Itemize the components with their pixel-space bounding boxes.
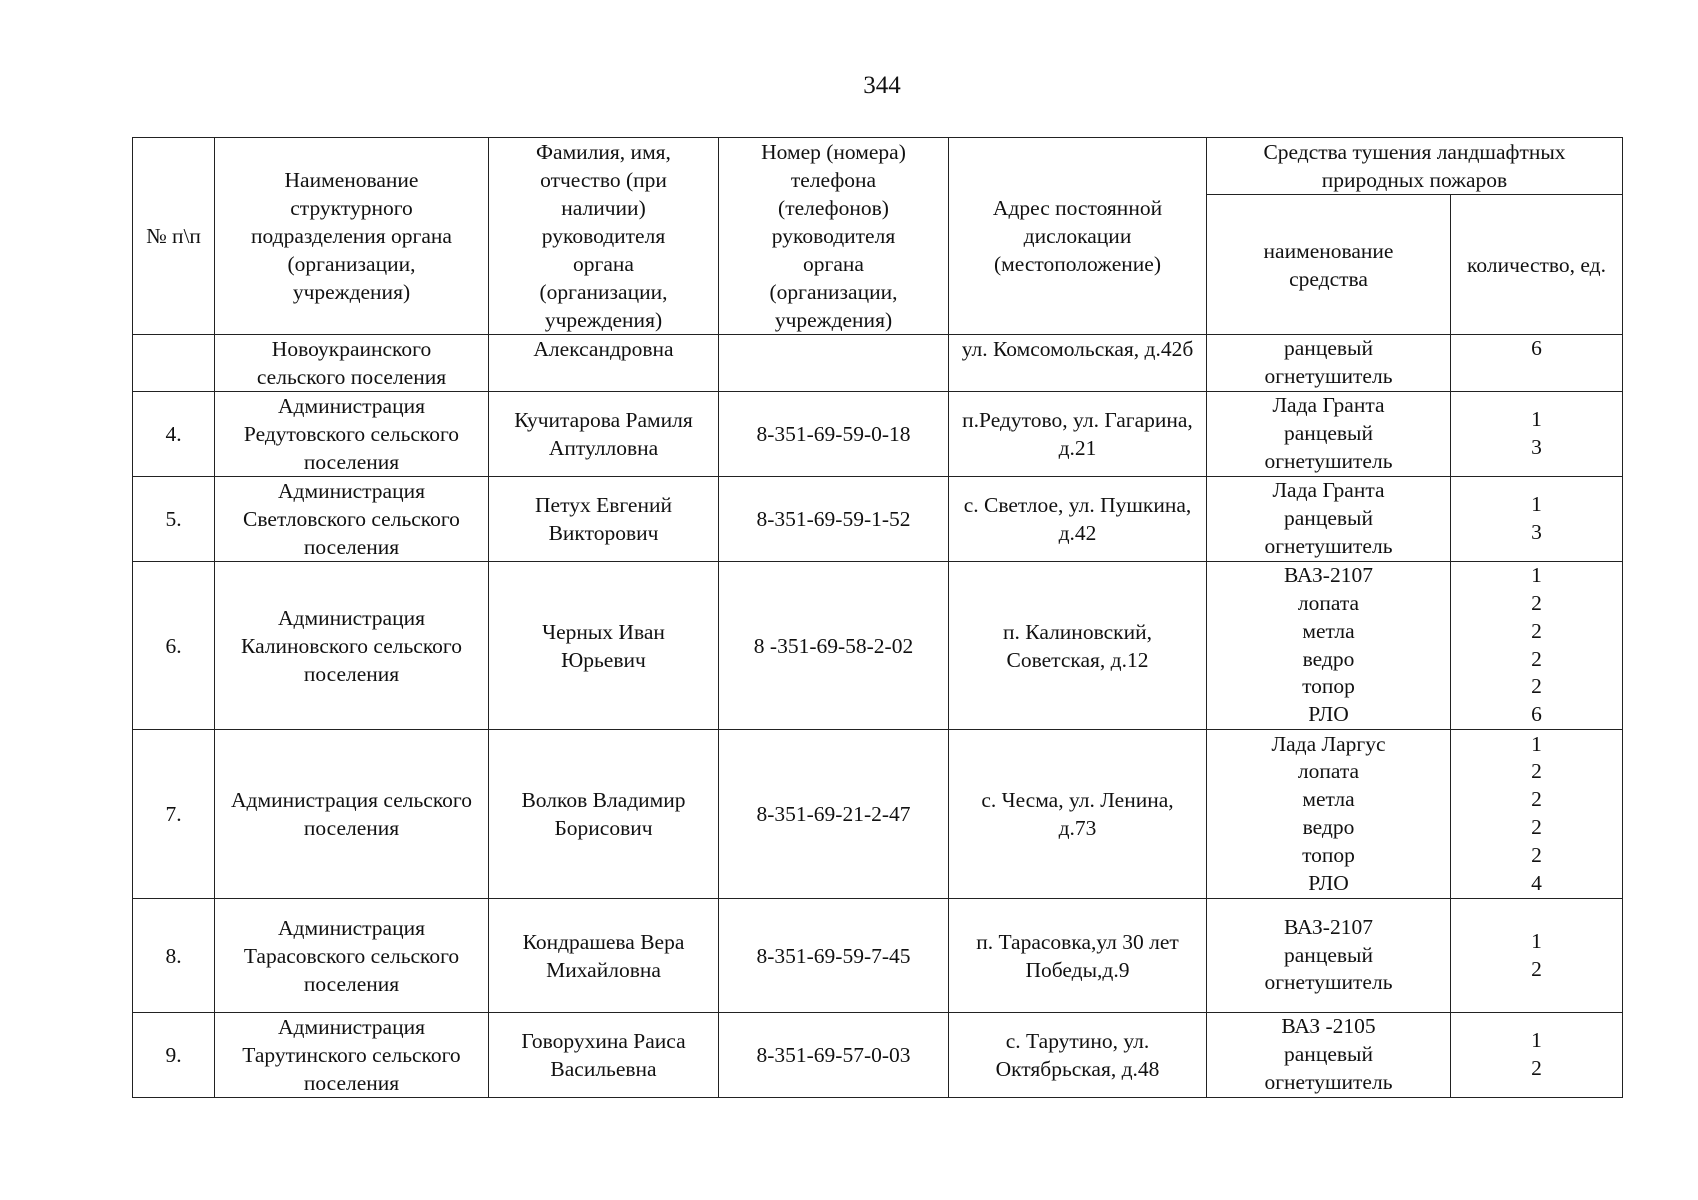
means-item: РЛО — [1308, 702, 1349, 727]
row-name: Администрация Светловского сельского поселения — [215, 477, 489, 562]
row-head: Кондрашева Вера Михайловна — [489, 899, 719, 1013]
row-means — [1207, 730, 1451, 899]
row-name: Администрация сельского поселения — [215, 730, 489, 899]
qty-item: 2 — [1531, 1056, 1542, 1080]
row-means — [1207, 899, 1451, 1013]
row-name: Администрация Калиновского сельского поселения — [215, 562, 489, 730]
row-num: 6. — [133, 562, 215, 730]
row-head: Черных Иван Юрьевич — [489, 562, 719, 730]
row-qty — [1451, 562, 1623, 730]
means-item: топор — [1302, 842, 1355, 867]
header-means-name: наименование средства — [1207, 195, 1451, 335]
table-row — [133, 899, 1623, 1013]
header-num: № п\п — [133, 138, 215, 335]
qty-item: 1 — [1531, 1028, 1542, 1053]
means-item: огнетушитель — [1264, 533, 1393, 558]
means-item: ранцевый — [1284, 421, 1373, 446]
row-phone — [719, 335, 949, 392]
means-item: Лада Ларгус — [1271, 731, 1386, 756]
row-num: 5. — [133, 477, 215, 562]
row-means — [1207, 392, 1451, 477]
means-item: топор — [1302, 674, 1355, 699]
table-row — [133, 562, 1623, 730]
table-body — [133, 335, 1623, 1098]
means-item: Лада Гранта — [1272, 393, 1385, 418]
row-qty — [1451, 392, 1623, 477]
means-item: ведро — [1302, 646, 1355, 671]
qty-item: 6 — [1531, 336, 1542, 360]
row-num: 7. — [133, 730, 215, 899]
header-means-qty: количество, ед. — [1451, 195, 1623, 335]
row-means — [1207, 335, 1451, 392]
row-address: ул. Комсомольская, д.42б — [949, 335, 1207, 392]
header-head: Фамилия, имя, отчество (при наличии) руководителя органа (организации, учреждения) — [489, 138, 719, 335]
means-item: лопата — [1297, 590, 1360, 615]
means-item: огнетушитель — [1264, 448, 1393, 473]
row-head: Говорухина Раиса Васильевна — [489, 1013, 719, 1098]
qty-item: 6 — [1531, 702, 1542, 727]
row-address: п.Редутово, ул. Гагарина, д.21 — [949, 392, 1207, 477]
qty-item: 2 — [1531, 646, 1542, 671]
qty-item: 2 — [1531, 674, 1542, 699]
qty-item: 1 — [1531, 492, 1542, 517]
row-num: 4. — [133, 392, 215, 477]
row-means — [1207, 1013, 1451, 1098]
means-item: лопата — [1297, 759, 1360, 784]
row-address: п. Калиновский, Советская, д.12 — [949, 562, 1207, 730]
table-header — [133, 138, 1623, 335]
means-item: ВАЗ-2107 — [1284, 563, 1373, 588]
row-num — [133, 335, 215, 392]
means-item: Лада Гранта — [1272, 478, 1385, 503]
row-address: с. Чесма, ул. Ленина, д.73 — [949, 730, 1207, 899]
qty-item: 1 — [1531, 731, 1542, 756]
row-head: Кучитарова Рамиля Аптулловна — [489, 392, 719, 477]
row-head: Волков Владимир Борисович — [489, 730, 719, 899]
means-item: ВАЗ-2107 — [1284, 914, 1373, 939]
row-phone: 8-351-69-21-2-47 — [719, 730, 949, 899]
means-item: ранцевый — [1284, 506, 1373, 531]
header-means-group: Средства тушения ландшафтных природных пожаров — [1207, 138, 1623, 195]
row-phone: 8-351-69-59-0-18 — [719, 392, 949, 477]
row-name: Администрация Тарасовского сельского поселения — [215, 899, 489, 1013]
means-item: огнетушитель — [1264, 1069, 1393, 1094]
row-head: Петух Евгений Викторович — [489, 477, 719, 562]
header-address: Адрес постоянной дислокации (местоположение) — [949, 138, 1207, 335]
table-row — [133, 392, 1623, 477]
table-row — [133, 1013, 1623, 1098]
table-row — [133, 335, 1623, 392]
row-address: с. Светлое, ул. Пушкина, д.42 — [949, 477, 1207, 562]
qty-item: 3 — [1531, 520, 1542, 544]
header-name: Наименование структурного подразделения органа (организации, учреждения) — [215, 138, 489, 335]
row-phone: 8 -351-69-58-2-02 — [719, 562, 949, 730]
means-item: ранцевый — [1284, 942, 1373, 967]
row-qty — [1451, 477, 1623, 562]
table-row — [133, 477, 1623, 562]
qty-item: 2 — [1531, 759, 1542, 784]
row-name: Новоукраинского сельского поселения — [215, 335, 489, 392]
means-item: РЛО — [1308, 870, 1349, 895]
qty-item: 2 — [1531, 787, 1542, 812]
table-row — [133, 730, 1623, 899]
means-item: огнетушитель — [1264, 970, 1393, 995]
qty-item: 4 — [1531, 870, 1542, 895]
means-item: ВАЗ -2105 — [1281, 1014, 1376, 1039]
qty-item: 1 — [1531, 928, 1542, 953]
page-number: 344 — [863, 72, 901, 99]
row-qty — [1451, 335, 1623, 392]
row-phone: 8-351-69-57-0-03 — [719, 1013, 949, 1098]
row-phone: 8-351-69-59-7-45 — [719, 899, 949, 1013]
row-name: Администрация Редутовского сельского поселения — [215, 392, 489, 477]
row-name: Администрация Тарутинского сельского поселения — [215, 1013, 489, 1098]
row-address: с. Тарутино, ул. Октябрьская, д.48 — [949, 1013, 1207, 1098]
means-item: огнетушитель — [1264, 363, 1393, 388]
row-qty — [1451, 1013, 1623, 1098]
row-address: п. Тарасовка,ул 30 лет Победы,д.9 — [949, 899, 1207, 1013]
means-item: ранцевый — [1284, 336, 1373, 360]
qty-item: 2 — [1531, 842, 1542, 867]
means-item: метла — [1302, 618, 1355, 643]
qty-item: 2 — [1531, 956, 1542, 981]
row-means — [1207, 562, 1451, 730]
row-qty — [1451, 730, 1623, 899]
means-item: ранцевый — [1284, 1042, 1373, 1067]
means-item: метла — [1302, 787, 1355, 812]
qty-item: 1 — [1531, 407, 1542, 432]
row-means — [1207, 477, 1451, 562]
qty-item: 2 — [1531, 590, 1542, 615]
qty-item: 2 — [1531, 618, 1542, 643]
row-head: Александровна — [489, 335, 719, 392]
row-phone: 8-351-69-59-1-52 — [719, 477, 949, 562]
row-qty — [1451, 899, 1623, 1013]
means-item: ведро — [1302, 815, 1355, 839]
fire-means-table — [132, 137, 1623, 1098]
qty-item: 1 — [1531, 563, 1542, 588]
header-phone: Номер (номера) телефона (телефонов) руководителя органа (организации, учреждения) — [719, 138, 949, 335]
row-num: 8. — [133, 899, 215, 1013]
qty-item: 3 — [1531, 435, 1542, 459]
qty-item: 2 — [1531, 815, 1542, 839]
row-num: 9. — [133, 1013, 215, 1098]
